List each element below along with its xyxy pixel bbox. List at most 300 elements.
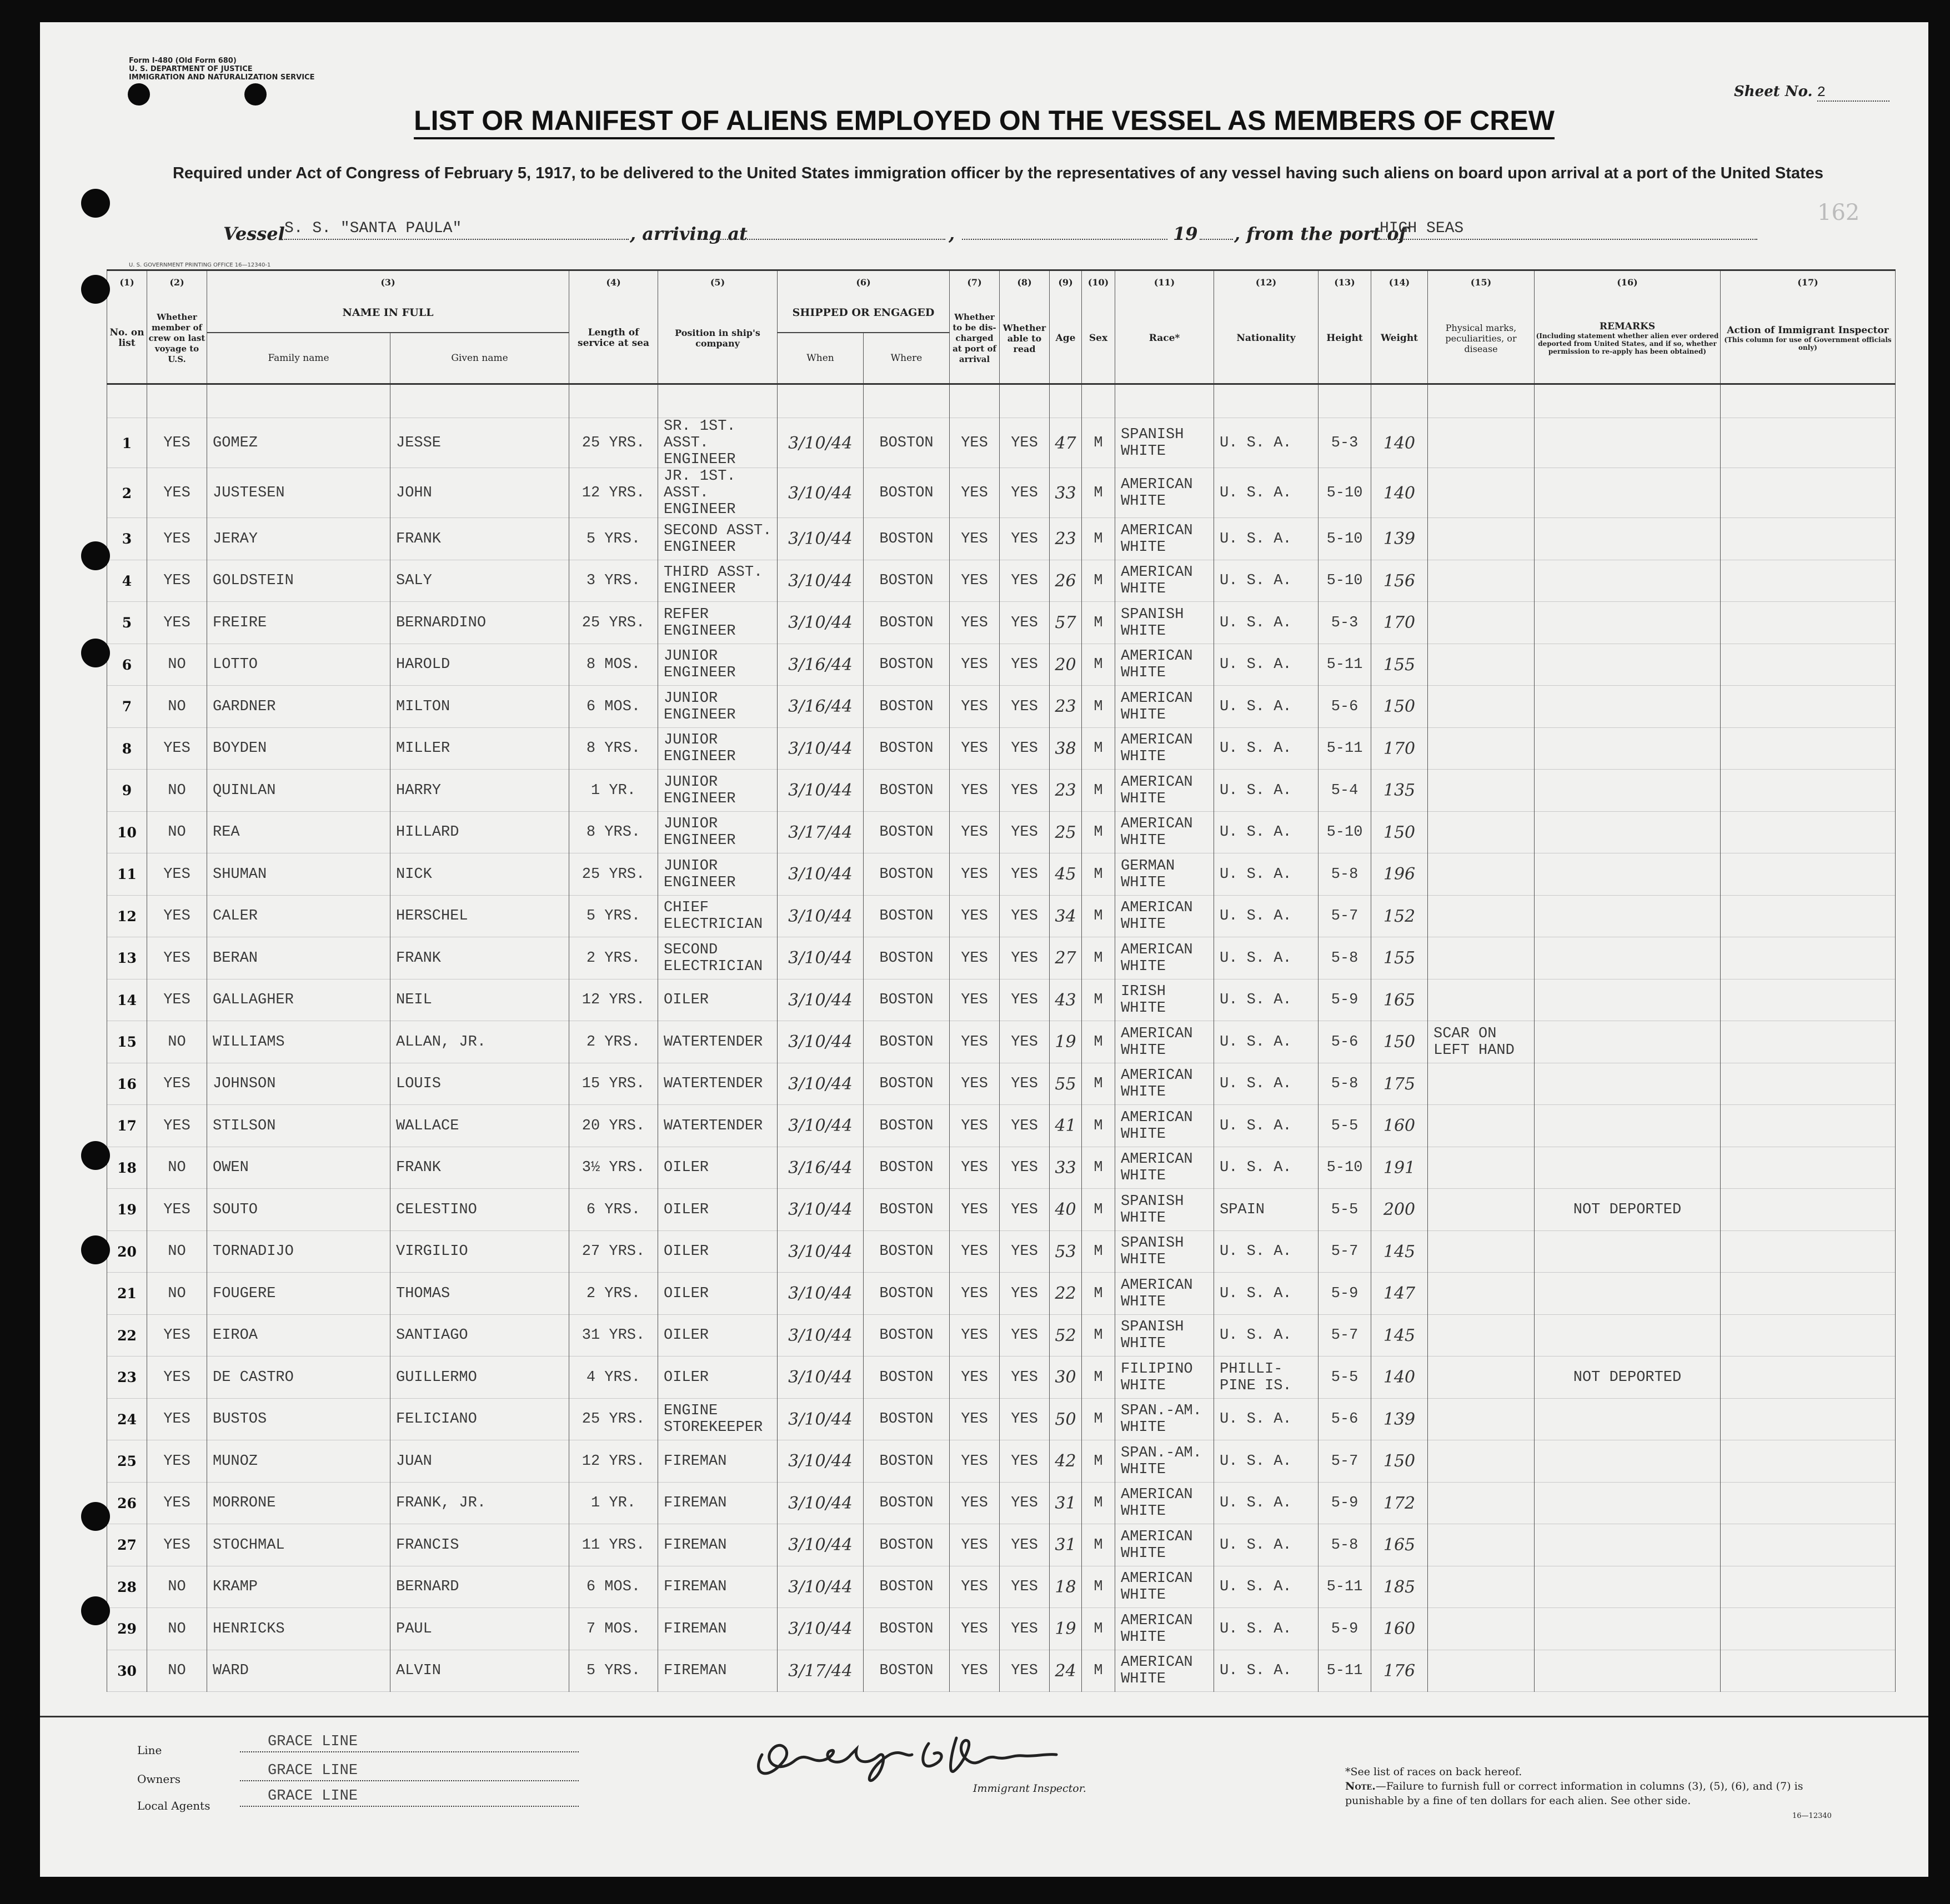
read-cell: YES — [1000, 812, 1050, 854]
position-cell: OILER — [658, 1273, 778, 1315]
given-name-cell: FRANK — [390, 937, 569, 979]
position-cell: FIREMAN — [658, 1483, 778, 1525]
remarks-cell — [1535, 770, 1721, 812]
sex-cell: M — [1082, 812, 1115, 854]
header-when: When — [778, 333, 864, 384]
member-cell: YES — [147, 602, 207, 644]
physical-marks-cell — [1428, 644, 1535, 686]
weight-cell: 160 — [1371, 1608, 1428, 1650]
discharged-cell: YES — [950, 1399, 1000, 1441]
punch-hole — [244, 83, 267, 106]
race-cell: SPANISH WHITE — [1115, 1231, 1214, 1273]
age-cell: 47 — [1050, 418, 1082, 468]
service-cell: 3 YRS. — [569, 560, 658, 602]
row-number: 24 — [107, 1399, 147, 1441]
action-cell — [1721, 1231, 1896, 1273]
row-number: 16 — [107, 1063, 147, 1106]
physical-marks-cell — [1428, 1105, 1535, 1147]
table-row — [107, 979, 1896, 1022]
nationality-cell: U. S. A. — [1214, 686, 1319, 728]
sex-cell: M — [1082, 1524, 1115, 1566]
height-cell: 5-10 — [1319, 1147, 1371, 1189]
when-cell: 3/10/44 — [778, 1273, 864, 1315]
nationality-cell: U. S. A. — [1214, 979, 1319, 1022]
family-name-cell: DE CASTRO — [207, 1357, 390, 1399]
sex-cell: M — [1082, 1315, 1115, 1357]
table-row — [107, 1063, 1896, 1106]
family-name-cell: GOMEZ — [207, 418, 390, 468]
height-cell: 5-7 — [1319, 1315, 1371, 1357]
action-cell — [1721, 1021, 1896, 1063]
weight-cell: 145 — [1371, 1231, 1428, 1273]
height-cell: 5-8 — [1319, 1063, 1371, 1106]
punch-hole — [81, 275, 110, 304]
height-cell: 5-5 — [1319, 1189, 1371, 1231]
member-cell: YES — [147, 728, 207, 770]
owners-field[interactable]: GRACE LINE — [240, 1762, 579, 1781]
service-cell: 2 YRS. — [569, 1273, 658, 1315]
where-cell: BOSTON — [864, 518, 950, 560]
action-cell — [1721, 1105, 1896, 1147]
read-cell: YES — [1000, 1650, 1050, 1692]
row-number: 18 — [107, 1147, 147, 1189]
given-name-cell: NICK — [390, 853, 569, 896]
height-cell: 5-9 — [1319, 979, 1371, 1022]
remarks-cell — [1535, 937, 1721, 979]
sex-cell: M — [1082, 560, 1115, 602]
punch-hole — [81, 1596, 110, 1625]
height-cell: 5-8 — [1319, 1524, 1371, 1566]
sex-cell: M — [1082, 1021, 1115, 1063]
sex-cell: M — [1082, 1357, 1115, 1399]
height-cell: 5-7 — [1319, 1440, 1371, 1483]
when-cell: 3/10/44 — [778, 1357, 864, 1399]
read-cell: YES — [1000, 937, 1050, 979]
row-number: 10 — [107, 812, 147, 854]
weight-cell: 165 — [1371, 1524, 1428, 1566]
height-cell: 5-11 — [1319, 1566, 1371, 1609]
weight-cell: 176 — [1371, 1650, 1428, 1692]
nationality-cell: U. S. A. — [1214, 1566, 1319, 1609]
read-cell: YES — [1000, 728, 1050, 770]
sex-cell: M — [1082, 686, 1115, 728]
weight-cell: 150 — [1371, 686, 1428, 728]
row-number: 21 — [107, 1273, 147, 1315]
nationality-cell: U. S. A. — [1214, 770, 1319, 812]
position-cell: FIREMAN — [658, 1524, 778, 1566]
age-cell: 24 — [1050, 1650, 1082, 1692]
action-cell — [1721, 812, 1896, 854]
weight-cell: 185 — [1371, 1566, 1428, 1609]
read-cell: YES — [1000, 1566, 1050, 1609]
row-number: 1 — [107, 418, 147, 468]
remarks-cell — [1535, 853, 1721, 896]
service-cell: 1 YR. — [569, 770, 658, 812]
read-cell: YES — [1000, 1021, 1050, 1063]
race-cell: AMERICAN WHITE — [1115, 560, 1214, 602]
member-cell: YES — [147, 1440, 207, 1483]
where-cell: BOSTON — [864, 812, 950, 854]
position-cell: CHIEF ELECTRICIAN — [658, 896, 778, 938]
remarks-cell — [1535, 418, 1721, 468]
discharged-cell: YES — [950, 812, 1000, 854]
table-row — [107, 1273, 1896, 1315]
table-row — [107, 1399, 1896, 1441]
weight-cell: 140 — [1371, 418, 1428, 468]
physical-marks-cell — [1428, 1189, 1535, 1231]
sex-cell: M — [1082, 770, 1115, 812]
remarks-cell — [1535, 1608, 1721, 1650]
table-row — [107, 418, 1896, 468]
family-name-cell: JOHNSON — [207, 1063, 390, 1106]
where-cell: BOSTON — [864, 1440, 950, 1483]
table-row — [107, 728, 1896, 770]
height-cell: 5-3 — [1319, 418, 1371, 468]
row-number: 30 — [107, 1650, 147, 1692]
action-cell — [1721, 560, 1896, 602]
table-row — [107, 1524, 1896, 1566]
read-cell: YES — [1000, 1063, 1050, 1106]
member-cell: NO — [147, 686, 207, 728]
height-cell: 5-7 — [1319, 1231, 1371, 1273]
header-family-name: Family name — [207, 333, 390, 384]
member-cell: YES — [147, 1483, 207, 1525]
action-cell — [1721, 937, 1896, 979]
race-cell: AMERICAN WHITE — [1115, 1483, 1214, 1525]
header-weight: Weight — [1371, 293, 1428, 384]
where-cell: BOSTON — [864, 602, 950, 644]
header-action: Action of Immigrant Inspector (This column for use of Government officials only) — [1721, 293, 1896, 384]
remarks-cell — [1535, 560, 1721, 602]
action-cell — [1721, 1650, 1896, 1692]
age-cell: 25 — [1050, 812, 1082, 854]
fine-note: Note.—Failure to furnish full or correct information in columns (3), (5), (6), and (7) is punishable by a fine of ten dollars for each alien. See other side. — [1345, 1780, 1803, 1807]
remarks-cell — [1535, 1147, 1721, 1189]
discharged-cell: YES — [950, 1189, 1000, 1231]
weight-cell: 152 — [1371, 896, 1428, 938]
service-cell: 6 MOS. — [569, 1566, 658, 1609]
remarks-cell — [1535, 1566, 1721, 1609]
where-cell: BOSTON — [864, 1566, 950, 1609]
discharged-cell: YES — [950, 1063, 1000, 1106]
physical-marks-cell — [1428, 468, 1535, 518]
nationality-cell: U. S. A. — [1214, 418, 1319, 468]
family-name-cell: BUSTOS — [207, 1399, 390, 1441]
sex-cell: M — [1082, 1105, 1115, 1147]
height-cell: 5-11 — [1319, 644, 1371, 686]
when-cell: 3/17/44 — [778, 812, 864, 854]
date-field[interactable] — [962, 220, 1167, 240]
row-number: 11 — [107, 853, 147, 896]
where-cell: BOSTON — [864, 686, 950, 728]
row-number: 13 — [107, 937, 147, 979]
nationality-cell: U. S. A. — [1214, 1483, 1319, 1525]
weight-cell: 135 — [1371, 770, 1428, 812]
sex-cell: M — [1082, 896, 1115, 938]
age-cell: 23 — [1050, 770, 1082, 812]
given-name-cell: HAROLD — [390, 644, 569, 686]
from-port-field[interactable]: HIGH SEAS — [1380, 220, 1757, 240]
given-name-cell: LOUIS — [390, 1063, 569, 1106]
family-name-cell: GALLAGHER — [207, 979, 390, 1022]
height-cell: 5-10 — [1319, 560, 1371, 602]
row-number: 25 — [107, 1440, 147, 1483]
member-cell: YES — [147, 979, 207, 1022]
table-row — [107, 1357, 1896, 1399]
where-cell: BOSTON — [864, 1063, 950, 1106]
given-name-cell: CELESTINO — [390, 1189, 569, 1231]
read-cell: YES — [1000, 602, 1050, 644]
height-cell: 5-6 — [1319, 1021, 1371, 1063]
punch-hole — [81, 1141, 110, 1170]
read-cell: YES — [1000, 418, 1050, 468]
race-cell: AMERICAN WHITE — [1115, 1650, 1214, 1692]
service-cell: 25 YRS. — [569, 602, 658, 644]
family-name-cell: FOUGERE — [207, 1273, 390, 1315]
read-cell: YES — [1000, 1399, 1050, 1441]
punch-hole — [81, 1235, 110, 1264]
family-name-cell: FREIRE — [207, 602, 390, 644]
read-cell: YES — [1000, 1315, 1050, 1357]
family-name-cell: GOLDSTEIN — [207, 560, 390, 602]
height-cell: 5-5 — [1319, 1105, 1371, 1147]
page-title: LIST OR MANIFEST OF ALIENS EMPLOYED ON THE VESSEL AS MEMBERS OF CREW — [40, 104, 1928, 137]
discharged-cell: YES — [950, 937, 1000, 979]
sex-cell: M — [1082, 644, 1115, 686]
nationality-cell: U. S. A. — [1214, 728, 1319, 770]
service-cell: 31 YRS. — [569, 1315, 658, 1357]
given-name-cell: BERNARD — [390, 1566, 569, 1609]
age-cell: 23 — [1050, 518, 1082, 560]
sex-cell: M — [1082, 853, 1115, 896]
physical-marks-cell — [1428, 1315, 1535, 1357]
remarks-cell — [1535, 979, 1721, 1022]
member-cell: YES — [147, 896, 207, 938]
family-name-cell: BOYDEN — [207, 728, 390, 770]
physical-marks-cell — [1428, 1063, 1535, 1106]
height-cell: 5-7 — [1319, 896, 1371, 938]
action-cell — [1721, 979, 1896, 1022]
remarks-cell — [1535, 896, 1721, 938]
nationality-cell: U. S. A. — [1214, 853, 1319, 896]
year-label: 19 — [1173, 223, 1198, 244]
sex-cell: M — [1082, 518, 1115, 560]
discharged-cell: YES — [950, 518, 1000, 560]
when-cell: 3/10/44 — [778, 1105, 864, 1147]
remarks-cell — [1535, 1399, 1721, 1441]
physical-marks-cell — [1428, 853, 1535, 896]
sex-cell: M — [1082, 1147, 1115, 1189]
age-cell: 55 — [1050, 1063, 1082, 1106]
read-cell: YES — [1000, 1483, 1050, 1525]
remarks-cell — [1535, 1315, 1721, 1357]
physical-marks-cell — [1428, 937, 1535, 979]
printing-office: U. S. GOVERNMENT PRINTING OFFICE 16—12340-1 — [129, 262, 271, 268]
vessel-name-field[interactable]: S. S. "SANTA PAULA" — [284, 220, 629, 240]
member-cell: YES — [147, 1315, 207, 1357]
discharged-cell: YES — [950, 1566, 1000, 1609]
header-sex: Sex — [1082, 293, 1115, 384]
remarks-cell — [1535, 1524, 1721, 1566]
header-read: Whether able to read — [1000, 293, 1050, 384]
action-cell — [1721, 1315, 1896, 1357]
weight-cell: 170 — [1371, 602, 1428, 644]
discharged-cell: YES — [950, 1105, 1000, 1147]
where-cell: BOSTON — [864, 979, 950, 1022]
family-name-cell: JERAY — [207, 518, 390, 560]
table-row — [107, 644, 1896, 686]
read-cell: YES — [1000, 1105, 1050, 1147]
punch-hole — [81, 541, 110, 570]
service-cell: 5 YRS. — [569, 1650, 658, 1692]
row-number: 20 — [107, 1231, 147, 1273]
nationality-cell: U. S. A. — [1214, 1650, 1319, 1692]
when-cell: 3/10/44 — [778, 896, 864, 938]
discharged-cell: YES — [950, 1231, 1000, 1273]
row-number: 2 — [107, 468, 147, 518]
given-name-cell: HILLARD — [390, 812, 569, 854]
race-cell: AMERICAN WHITE — [1115, 468, 1214, 518]
weight-cell: 170 — [1371, 728, 1428, 770]
member-cell: NO — [147, 812, 207, 854]
physical-marks-cell — [1428, 1357, 1535, 1399]
age-cell: 30 — [1050, 1357, 1082, 1399]
position-cell: WATERTENDER — [658, 1021, 778, 1063]
line-field[interactable]: GRACE LINE — [240, 1734, 579, 1752]
height-cell: 5-10 — [1319, 812, 1371, 854]
read-cell: YES — [1000, 560, 1050, 602]
table-header: (1) (2) (3) (4) (5) (6) (7) (8) (9) (10) (11) (12) (13) (14) (15) (16) (17) No. on list Whether member of crew on last voyage to U.S. NAME IN FULL Length of service at sea Position in ship's company SHIPPED OR ENGAGED Whether to be dis-charged at port of arrival Whether able to read Age Sex Race* Nationality Height Weight Physical marks, peculiarities, or disease REMARKS (Including statement whether alien ever ordered deported from United States, and if so, whether permission to re-apply has been obtained) Action of Immigrant Inspector (This column for use of Government officials only) Family name Given name When Where — [107, 270, 1896, 384]
when-cell: 3/16/44 — [778, 1147, 864, 1189]
family-name-cell: KRAMP — [207, 1566, 390, 1609]
member-cell: NO — [147, 1608, 207, 1650]
sex-cell: M — [1082, 1231, 1115, 1273]
nationality-cell: U. S. A. — [1214, 812, 1319, 854]
inspector-signature — [745, 1721, 1112, 1788]
sex-cell: M — [1082, 1650, 1115, 1692]
service-cell: 11 YRS. — [569, 1524, 658, 1566]
given-name-cell: SALY — [390, 560, 569, 602]
sheet-number: Sheet No. 2 — [1734, 83, 1889, 102]
when-cell: 3/10/44 — [778, 853, 864, 896]
discharged-cell: YES — [950, 560, 1000, 602]
service-cell: 6 MOS. — [569, 686, 658, 728]
nationality-cell: U. S. A. — [1214, 1105, 1319, 1147]
race-cell: AMERICAN WHITE — [1115, 1524, 1214, 1566]
physical-marks-cell — [1428, 418, 1535, 468]
service-cell: 6 YRS. — [569, 1189, 658, 1231]
table-row — [107, 853, 1896, 896]
given-name-cell: MILLER — [390, 728, 569, 770]
race-cell: AMERICAN WHITE — [1115, 1147, 1214, 1189]
where-cell: BOSTON — [864, 896, 950, 938]
nationality-cell: U. S. A. — [1214, 1524, 1319, 1566]
discharged-cell: YES — [950, 1524, 1000, 1566]
member-cell: NO — [147, 1650, 207, 1692]
discharged-cell: YES — [950, 896, 1000, 938]
header-race: Race* — [1115, 293, 1214, 384]
arriving-field[interactable] — [701, 220, 945, 240]
remarks-cell — [1535, 812, 1721, 854]
position-cell: JUNIOR ENGINEER — [658, 770, 778, 812]
physical-marks-cell — [1428, 979, 1535, 1022]
service-cell: 5 YRS. — [569, 518, 658, 560]
where-cell: BOSTON — [864, 1483, 950, 1525]
given-name-cell: BERNARDINO — [390, 602, 569, 644]
given-name-cell: FELICIANO — [390, 1399, 569, 1441]
punch-hole — [81, 189, 110, 218]
remarks-cell — [1535, 1440, 1721, 1483]
service-cell: 1 YR. — [569, 1483, 658, 1525]
stamp-number: 162 — [1817, 200, 1860, 225]
remarks-cell — [1535, 644, 1721, 686]
table-row — [107, 1650, 1896, 1692]
weight-cell: 140 — [1371, 468, 1428, 518]
position-cell: FIREMAN — [658, 1608, 778, 1650]
nationality-cell: U. S. A. — [1214, 1399, 1319, 1441]
action-cell — [1721, 518, 1896, 560]
header-nationality: Nationality — [1214, 293, 1319, 384]
height-cell: 5-8 — [1319, 937, 1371, 979]
action-cell — [1721, 1608, 1896, 1650]
nationality-cell: U. S. A. — [1214, 896, 1319, 938]
where-cell: BOSTON — [864, 1399, 950, 1441]
agents-field[interactable]: GRACE LINE — [240, 1788, 579, 1807]
age-cell: 41 — [1050, 1105, 1082, 1147]
service-cell: 3½ YRS. — [569, 1147, 658, 1189]
service-cell: 27 YRS. — [569, 1231, 658, 1273]
header-where: Where — [864, 333, 950, 384]
action-cell — [1721, 644, 1896, 686]
sex-cell: M — [1082, 728, 1115, 770]
family-name-cell: STOCHMAL — [207, 1524, 390, 1566]
service-cell: 2 YRS. — [569, 1021, 658, 1063]
service-cell: 12 YRS. — [569, 979, 658, 1022]
when-cell: 3/10/44 — [778, 1483, 864, 1525]
row-number: 5 — [107, 602, 147, 644]
member-cell: YES — [147, 418, 207, 468]
row-number: 15 — [107, 1021, 147, 1063]
race-cell: AMERICAN WHITE — [1115, 1021, 1214, 1063]
physical-marks-cell — [1428, 1608, 1535, 1650]
given-name-cell: PAUL — [390, 1608, 569, 1650]
when-cell: 3/10/44 — [778, 1566, 864, 1609]
race-cell: SPANISH WHITE — [1115, 1189, 1214, 1231]
year-field[interactable] — [1200, 220, 1233, 240]
race-cell: AMERICAN WHITE — [1115, 1608, 1214, 1650]
height-cell: 5-10 — [1319, 468, 1371, 518]
given-name-cell: FRANCIS — [390, 1524, 569, 1566]
service-cell: 25 YRS. — [569, 418, 658, 468]
row-number: 3 — [107, 518, 147, 560]
where-cell: BOSTON — [864, 937, 950, 979]
action-cell — [1721, 853, 1896, 896]
when-cell: 3/10/44 — [778, 468, 864, 518]
position-cell: JUNIOR ENGINEER — [658, 728, 778, 770]
physical-marks-cell — [1428, 1147, 1535, 1189]
family-name-cell: TORNADIJO — [207, 1231, 390, 1273]
weight-cell: 175 — [1371, 1063, 1428, 1106]
row-number: 29 — [107, 1608, 147, 1650]
service-cell: 8 YRS. — [569, 728, 658, 770]
position-cell: FIREMAN — [658, 1650, 778, 1692]
given-name-cell: JESSE — [390, 418, 569, 468]
table-row — [107, 1147, 1896, 1189]
position-cell: JUNIOR ENGINEER — [658, 853, 778, 896]
table-row — [107, 937, 1896, 979]
sex-cell: M — [1082, 979, 1115, 1022]
when-cell: 3/10/44 — [778, 1021, 864, 1063]
